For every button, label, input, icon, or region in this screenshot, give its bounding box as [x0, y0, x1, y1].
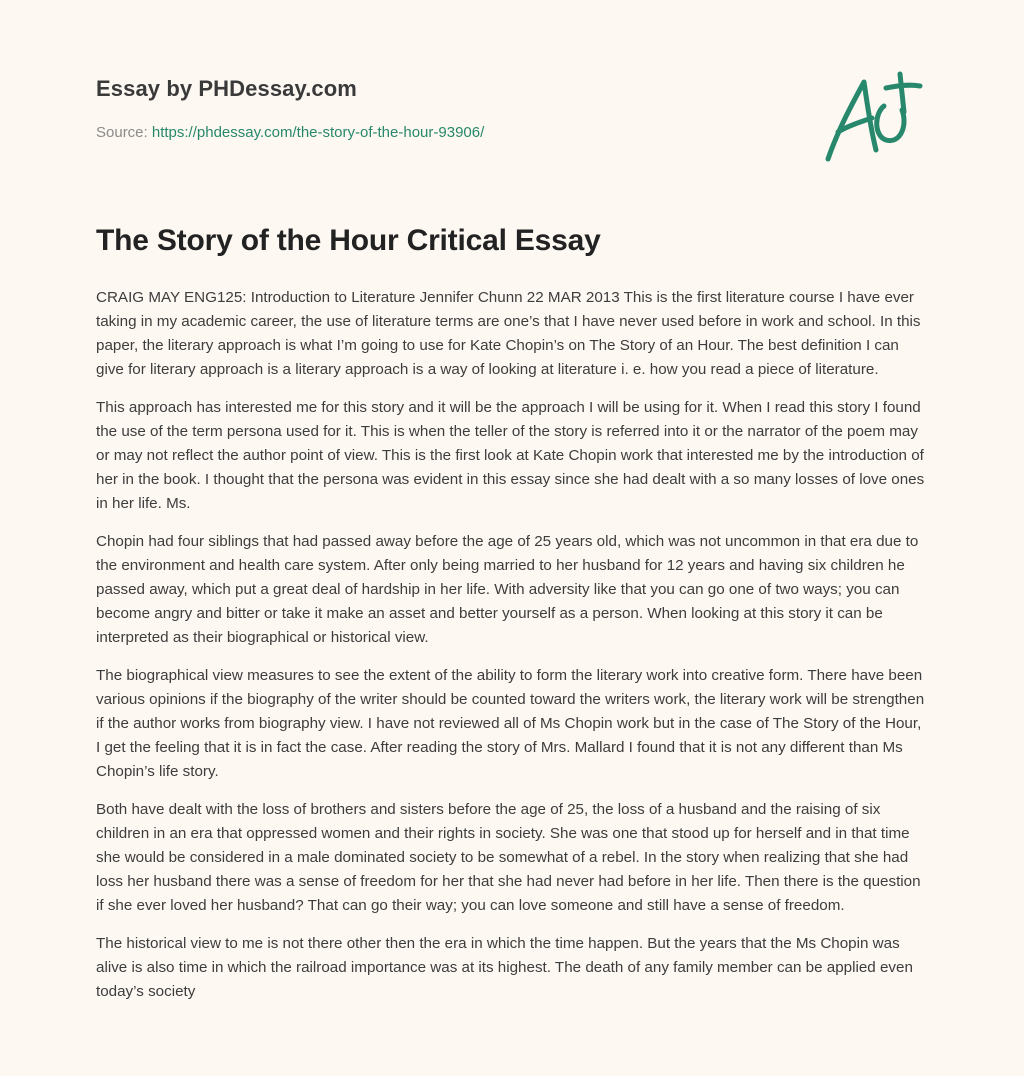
source-link[interactable]: https://phdessay.com/the-story-of-the-hour-93906/ — [151, 124, 485, 141]
essay-paragraph: Both have dealt with the loss of brothers and sisters before the age of 25, the loss of a husband and the raising of six children in an era that oppressed women and their rights in society. She was one that stood up for herself and in that time she would be considered in a male dominated society to be somewhat of a rebel. In the story when realizing that she had loss her husband there was a sense of freedom for her that she had never had before in her life. Then there is the question if she ever loved her husband? That can go their way; you can love someone and still have a sense of freedom. — [96, 801, 921, 914]
essay-title: The Story of the Hour Critical Essay — [96, 224, 601, 257]
essay-paragraph: This approach has interested me for this story and it will be the approach I will be using for it. When I read this story I found the use of the term persona used for it. This is when the teller of the story is referred into it or the narrator of the poem may or may not reflect the author point of view. This is the first look at Kate Chopin work that interested me by the introduction of her in the book. I thought that the persona was evident in this essay since she had dealt with a so many losses of love ones in her life. Ms. — [96, 399, 925, 512]
source-line — [96, 124, 484, 141]
essay-paragraph: CRAIG MAY ENG125: Introduction to Literature Jennifer Chunn 22 MAR 2013 This is the first literature course I have ever taking in my academic career, the use of literature terms are one’s that I have never used before in work and school. In this paper, the literary approach is what I’m going to use for Kate Chopin’s on The Story of an Hour. The best definition I can give for literary approach is a literary approach is a way of looking at literature i. e. how you read a piece of literature. — [96, 289, 921, 378]
essay-paragraph: The biographical view measures to see the extent of the ability to form the literary work into creative form. There have been various opinions if the biography of the writer should be counted toward the writers work, the literary work will be strengthen if the author works from biography view. I have not reviewed all of Ms Chopin work but in the case of The Story of the Hour, I get the feeling that it is in fact the case. After reading the story of Mrs. Mallard I found that it is not any different than Ms Chopin’s life story. — [96, 667, 925, 780]
essay-body — [96, 286, 928, 1018]
a-plus-logo-icon — [824, 68, 928, 164]
source-label: Source: — [96, 124, 148, 141]
site-brand: Essay by PHDessay.com — [96, 76, 357, 101]
essay-paragraph: The historical view to me is not there other then the era in which the time happen. But the years that the Ms Chopin was alive is also time in which the railroad importance was at its highest. The death of any family member can be applied even today’s society — [96, 935, 913, 1000]
essay-paragraph: Chopin had four siblings that had passed away before the age of 25 years old, which was not uncommon in that era due to the environment and health care system. After only being married to her husband for 12 years and having six children he passed away, which put a great deal of hardship in her life. With adversity like that you can go one of two ways; you can become angry and bitter or take it make an asset and better yourself as a person. When looking at this story it can be interpreted as their biographical or historical view. — [96, 533, 919, 646]
